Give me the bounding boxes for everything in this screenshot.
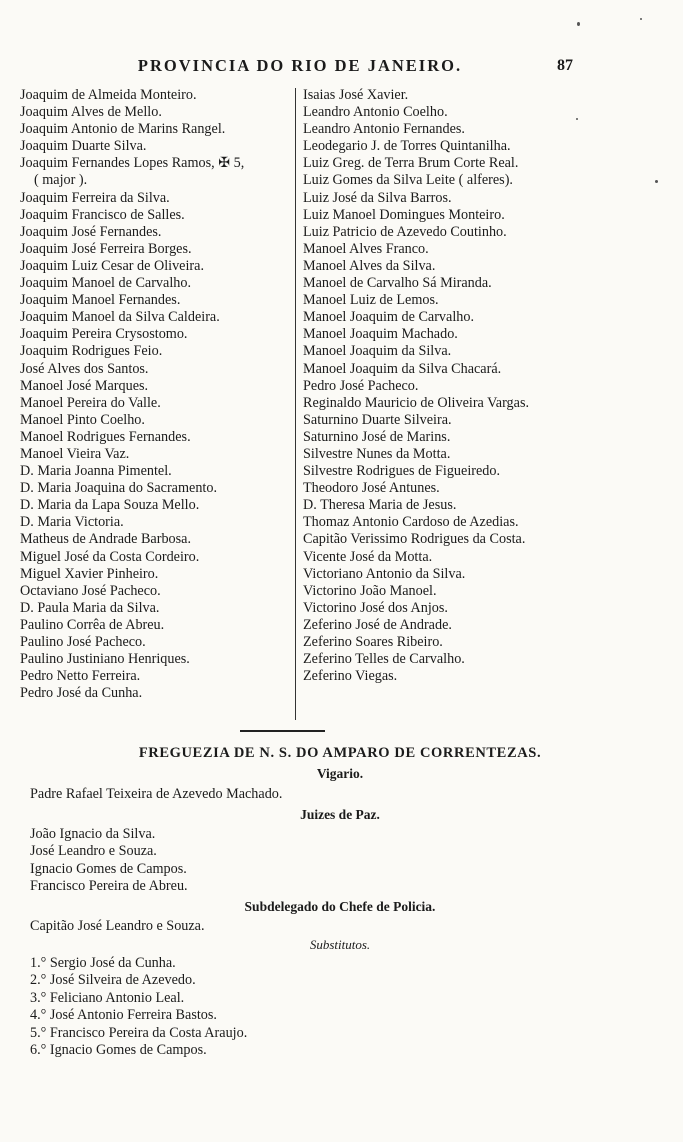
left-name-column: [20, 87, 295, 702]
list-item: Reginaldo Mauricio de Oliveira Vargas.: [303, 394, 530, 411]
list-item: D. Theresa Maria de Jesus.: [303, 497, 457, 514]
list-item: Joaquim de Almeida Monteiro.: [20, 87, 197, 103]
list-item: Manoel de Carvalho Sá Miranda.: [303, 275, 492, 292]
list-item: Vicente José da Motta.: [303, 548, 433, 565]
list-item: Victorino José dos Anjos.: [303, 599, 448, 616]
list-item: Joaquim Rodrigues Feio.: [20, 343, 163, 360]
list-item: Manoel Joaquim da Silva Chacará.: [303, 360, 502, 377]
list-item: 5.° Francisco Pereira da Costa Araujo.: [30, 1024, 248, 1041]
list-item: Matheus de Andrade Barbosa.: [20, 531, 191, 548]
list-item: Joaquim José Ferreira Borges.: [20, 240, 192, 257]
juizes-list: [30, 826, 188, 896]
scan-speck: [577, 22, 580, 26]
list-item: Pedro José da Cunha.: [20, 685, 143, 702]
list-item: Paulino Corrêa de Abreu.: [20, 616, 165, 633]
list-item: Paulino José Pacheco.: [20, 634, 146, 650]
list-item: Joaquim Ferreira da Silva.: [20, 189, 170, 206]
list-item: Manoel Luiz de Lemos.: [303, 292, 439, 309]
list-item: Luiz Greg. de Terra Brum Corte Real.: [303, 155, 519, 172]
list-item: Manoel Pereira do Valle.: [20, 394, 161, 411]
list-item: Leodegario J. de Torres Quintanilha.: [303, 138, 511, 155]
list-item: Luiz Gomes da Silva Leite ( alferes).: [303, 172, 513, 189]
list-item: Manoel Alves Franco.: [303, 240, 429, 257]
list-item: Silvestre Rodrigues de Figueiredo.: [303, 463, 501, 480]
list-item: Zeferino Soares Ribeiro.: [303, 634, 443, 650]
right-name-column: [303, 87, 593, 685]
vigario-heading: Vigario.: [316, 766, 364, 781]
list-item: Zeferino Telles de Carvalho.: [303, 651, 465, 668]
list-item: Manoel José Marques.: [20, 377, 149, 394]
list-item: Pedro José Pacheco.: [303, 377, 419, 394]
list-item: Manoel Joaquim de Carvalho.: [303, 309, 474, 326]
list-item: João Ignacio da Silva.: [30, 826, 156, 842]
list-item: 3.° Feliciano Antonio Leal.: [30, 989, 185, 1006]
list-item: D. Maria Joaquina do Sacramento.: [20, 480, 217, 497]
list-item: D. Maria da Lapa Souza Mello.: [20, 497, 200, 514]
list-item: Capitão Verissimo Rodrigues da Costa.: [303, 531, 526, 548]
list-item: 6.° Ignacio Gomes de Campos.: [30, 1042, 207, 1059]
substitutos-list: [30, 955, 247, 1059]
list-item: Pedro Netto Ferreira.: [20, 668, 141, 685]
scan-speck: [640, 18, 642, 20]
list-item: José Alves dos Santos.: [20, 360, 149, 377]
list-item: Thomaz Antonio Cardoso de Azedias.: [303, 514, 519, 531]
list-item: Silvestre Nunes da Motta.: [303, 445, 451, 462]
vigario-name: Padre Rafael Teixeira de Azevedo Machado.: [30, 786, 283, 802]
list-item: Joaquim Duarte Silva.: [20, 138, 147, 155]
list-item: Joaquim José Fernandes.: [20, 223, 162, 240]
list-item: Paulino Justiniano Henriques.: [20, 651, 190, 668]
list-item: Manoel Pinto Coelho.: [20, 411, 145, 428]
list-item: Isaias José Xavier.: [303, 87, 409, 103]
column-divider: [295, 88, 296, 720]
list-item: Zeferino Viegas.: [303, 668, 398, 685]
list-item-continuation: ( major ).: [34, 172, 88, 189]
list-item: Manoel Joaquim Machado.: [303, 326, 458, 343]
list-item: 4.° José Antonio Ferreira Bastos.: [30, 1007, 217, 1024]
list-item: Joaquim Luiz Cesar de Oliveira.: [20, 257, 204, 274]
list-item: Leandro Antonio Coelho.: [303, 104, 448, 121]
list-item: Ignacio Gomes de Campos.: [30, 860, 187, 877]
list-item: D. Paula Maria da Silva.: [20, 599, 160, 616]
list-item: Saturnino José de Marins.: [303, 428, 451, 445]
list-item: Joaquim Manoel Fernandes.: [20, 292, 181, 309]
list-item: Octaviano José Pacheco.: [20, 582, 161, 599]
section-title: FREGUEZIA DE N. S. DO AMPARO DE CORRENTEZAS.: [138, 745, 542, 761]
list-item: Luiz Manoel Domingues Monteiro.: [303, 206, 505, 223]
list-item: Joaquim Fernandes Lopes Ramos, ✠ 5,: [20, 155, 245, 172]
list-item: D. Maria Victoria.: [20, 514, 124, 531]
list-item: Manoel Alves da Silva.: [303, 257, 436, 274]
list-item: Theodoro José Antunes.: [303, 480, 440, 497]
juizes-heading: Juizes de Paz.: [300, 807, 380, 822]
list-item: Joaquim Manoel da Silva Caldeira.: [20, 309, 220, 326]
list-item: Joaquim Francisco de Salles.: [20, 206, 185, 223]
list-item: Miguel Xavier Pinheiro.: [20, 565, 159, 582]
list-item: Manoel Joaquim da Silva.: [303, 343, 452, 360]
list-item: Zeferino José de Andrade.: [303, 616, 452, 633]
list-item: Leandro Antonio Fernandes.: [303, 121, 465, 138]
scan-speck: [576, 118, 578, 120]
list-item: Joaquim Pereira Crysostomo.: [20, 326, 188, 343]
list-item: Luiz José da Silva Barros.: [303, 189, 452, 206]
list-item: Victoriano Antonio da Silva.: [303, 565, 466, 582]
list-item: José Leandro e Souza.: [30, 843, 157, 860]
scan-speck: [655, 180, 658, 183]
section-rule: [240, 730, 325, 732]
list-item: 1.° Sergio José da Cunha.: [30, 955, 176, 971]
list-item: Miguel José da Costa Cordeiro.: [20, 548, 200, 565]
list-item: Francisco Pereira de Abreu.: [30, 878, 188, 895]
subdelegado-name: Capitão José Leandro e Souza.: [30, 918, 205, 934]
list-item: 2.° José Silveira de Azevedo.: [30, 972, 196, 989]
page-header-title: PROVINCIA DO RIO DE JANEIRO.: [137, 56, 463, 75]
list-item: Joaquim Manoel de Carvalho.: [20, 275, 191, 292]
list-item: D. Maria Joanna Pimentel.: [20, 463, 172, 480]
substitutos-heading: Substitutos.: [309, 937, 371, 952]
list-item: Joaquim Alves de Mello.: [20, 104, 162, 121]
list-item: Luiz Patricio de Azevedo Coutinho.: [303, 223, 507, 240]
list-item: Joaquim Antonio de Marins Rangel.: [20, 121, 226, 138]
page-number: 87: [557, 57, 573, 74]
list-item: Saturnino Duarte Silveira.: [303, 411, 452, 428]
list-item: Manoel Rodrigues Fernandes.: [20, 428, 191, 445]
list-item: Manoel Vieira Vaz.: [20, 445, 130, 462]
list-item: Victorino João Manoel.: [303, 582, 437, 599]
subdelegado-heading: Subdelegado do Chefe de Policia.: [244, 899, 436, 914]
